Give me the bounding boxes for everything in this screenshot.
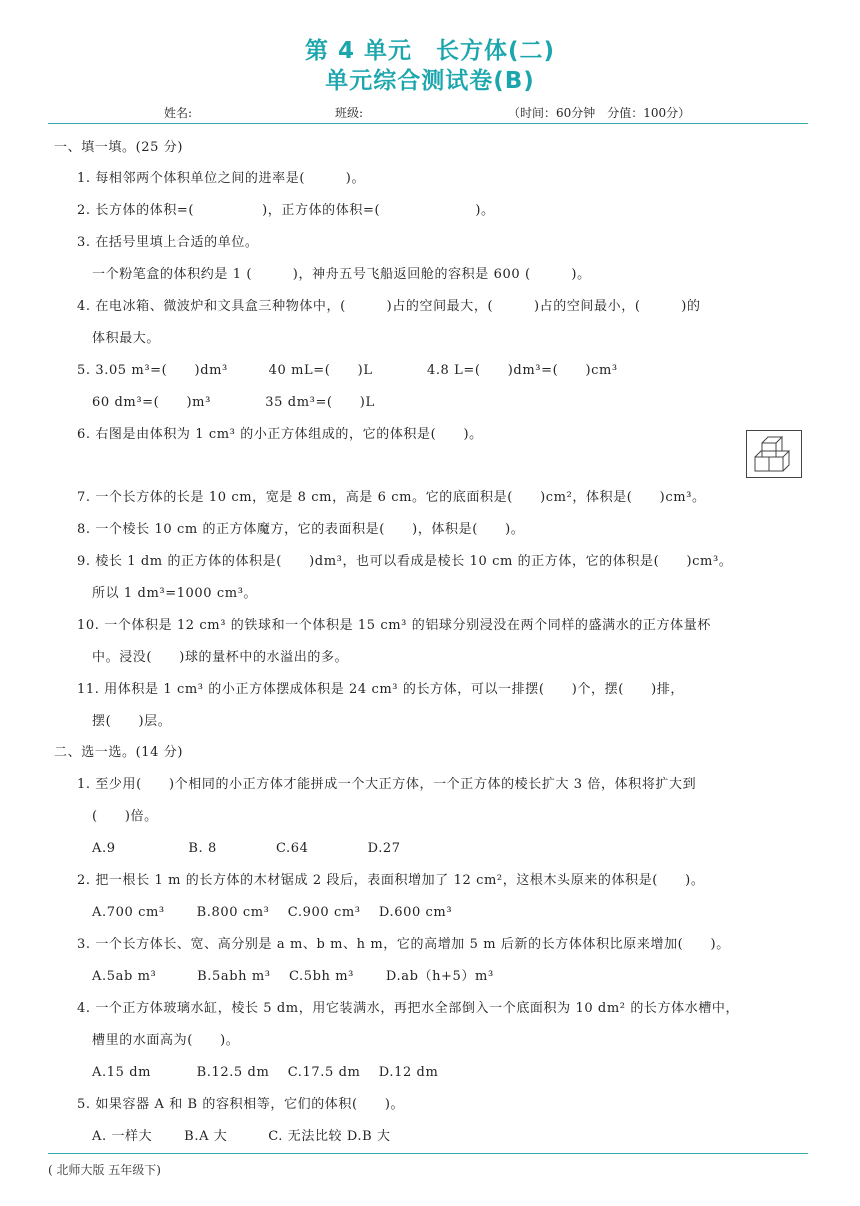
option-line: A. 一样大 B.A 大 C. 无法比较 D.B 大: [92, 1129, 391, 1144]
question-line: 所以 1 dm³=1000 cm³。: [92, 586, 258, 601]
header-rule: [48, 123, 808, 124]
question-line: 槽里的水面高为( )。: [92, 1033, 240, 1048]
footer-text: ( 北师大版 五年级下): [48, 1163, 161, 1177]
question-line: 5. 3.05 m³=( )dm³ 40 mL=( )L 4.8 L=( )dm³=( )cm³: [77, 363, 618, 378]
option-line: A.9 B. 8 C.64 D.27: [92, 841, 401, 856]
question-line: 9. 棱长 1 dm 的正方体的体积是( )dm³，也可以看成是棱长 10 cm 的正方体，它的体积是( )cm³。: [77, 554, 733, 569]
question-line: 3. 一个长方体长、宽、高分别是 a m、b m、h m，它的高增加 5 m 后新的长方体体积比原来增加( )。: [77, 937, 730, 952]
question-line: 60 dm³=( )m³ 35 dm³=( )L: [92, 395, 375, 410]
question-line: 5. 如果容器 A 和 B 的容积相等，它们的体积( )。: [77, 1097, 405, 1112]
question-line: 4. 在电冰箱、微波炉和文具盒三种物体中，( )占的空间最大，( )占的空间最小，( )的: [77, 299, 701, 314]
class-label: 班级:: [335, 106, 364, 120]
question-line: 4. 一个正方体玻璃水缸，棱长 5 dm，用它装满水，再把水全部倒入一个底面积为 10 dm² 的长方体水槽中，: [77, 1001, 740, 1016]
question-line: 摆( )层。: [92, 714, 172, 729]
question-line: 2. 长方体的体积=( )，正方体的体积=( )。: [77, 203, 495, 218]
question-line: 1. 每相邻两个体积单位之间的进率是( )。: [77, 171, 366, 186]
title-line-2: 单元综合测试卷(B): [325, 68, 535, 94]
option-line: A.15 dm B.12.5 dm C.17.5 dm D.12 dm: [92, 1065, 439, 1080]
stacked-cubes-icon: [747, 431, 801, 477]
question-line: 一个粉笔盒的体积约是 1 ( )，神舟五号飞船返回舱的容积是 600 ( )。: [92, 267, 591, 282]
question-line: ( )倍。: [92, 809, 158, 824]
footer-rule: [48, 1153, 808, 1154]
question-line: 8. 一个棱长 10 cm 的正方体魔方，它的表面积是( )，体积是( )。: [77, 522, 525, 537]
question-line: 中。浸没( )球的量杯中的水溢出的多。: [92, 650, 349, 665]
question-line: 10. 一个体积是 12 cm³ 的铁球和一个体积是 15 cm³ 的铝球分别浸没在两个同样的盛满水的正方体量杯: [77, 618, 711, 633]
cube-figure: [746, 430, 802, 478]
section-heading: 一、填一填。(25 分): [54, 140, 184, 155]
option-line: A.700 cm³ B.800 cm³ C.900 cm³ D.600 cm³: [92, 905, 453, 920]
question-line: 体积最大。: [92, 331, 161, 346]
question-line: 11. 用体积是 1 cm³ 的小正方体摆成体积是 24 cm³ 的长方体，可以一排摆( )个，摆( )排，: [77, 682, 684, 697]
question-line: 1. 至少用( )个相同的小正方体才能拼成一个大正方体，一个正方体的棱长扩大 3 倍，体积将扩大到: [77, 777, 697, 792]
name-label: 姓名:: [164, 106, 193, 120]
title-line-1: 第 4 单元 长方体(二): [304, 38, 556, 64]
time-score: （时间：60分钟 分值：100分）: [508, 106, 691, 120]
question-line: 3. 在括号里填上合适的单位。: [77, 235, 259, 250]
question-line: 6. 右图是由体积为 1 cm³ 的小正方体组成的，它的体积是( )。: [77, 427, 483, 442]
option-line: A.5ab m³ B.5abh m³ C.5bh m³ D.ab（h+5）m³: [92, 969, 494, 984]
question-line: 7. 一个长方体的长是 10 cm，宽是 8 cm，高是 6 cm。它的底面积是( )cm²，体积是( )cm³。: [77, 490, 706, 505]
question-line: 2. 把一根长 1 m 的长方体的木材锯成 2 段后，表面积增加了 12 cm²，这根木头原来的体积是( )。: [77, 873, 705, 888]
section-heading: 二、选一选。(14 分): [54, 745, 184, 760]
